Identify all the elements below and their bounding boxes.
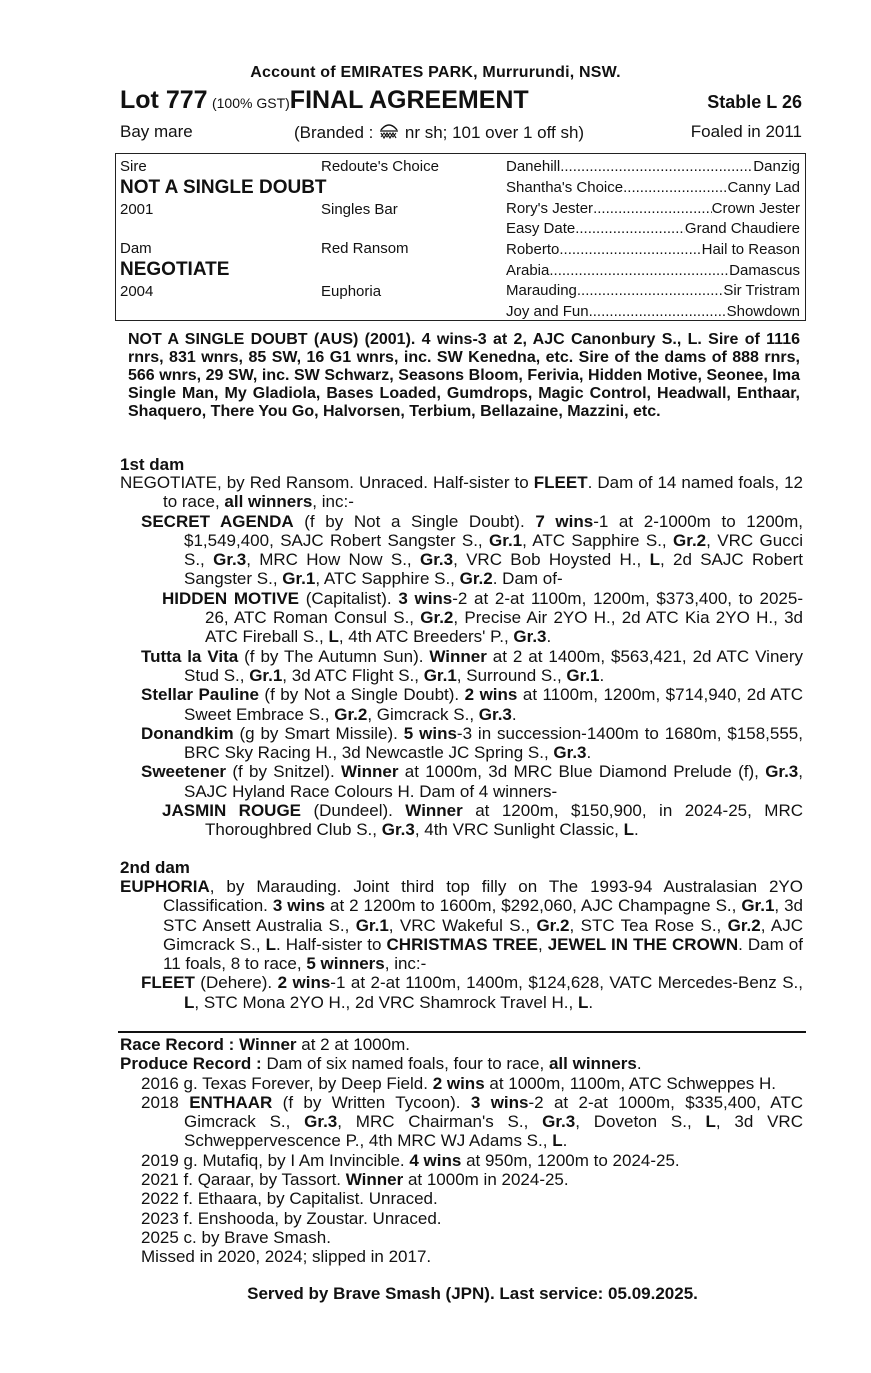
pedigree-table	[115, 153, 806, 321]
foaled-year: Foaled in 2011	[690, 122, 802, 141]
ancestor-row: Arabia ..... Damascus	[506, 262, 800, 279]
sire-sire: Redoute's Choice	[321, 158, 439, 175]
sire-name: NOT A SINGLE DOUBT	[120, 177, 327, 198]
dam-label: Dam	[120, 240, 152, 257]
section-divider	[118, 1031, 806, 1033]
second-dam-heading: 2nd dam	[120, 858, 190, 877]
gst-note: (100% GST)	[211, 95, 290, 111]
dam-dam: Euphoria	[321, 283, 382, 300]
ancestor-row: Roberto ..... Hail to Reason	[506, 241, 800, 258]
first-dam-heading: 1st dam	[120, 455, 185, 474]
ancestor-row: Shantha's Choice ..... Canny Lad	[506, 179, 800, 196]
race-record: Race Record : Winner at 2 at 1000m.	[120, 1035, 410, 1054]
lot-header	[120, 86, 802, 116]
ancestor-row: Danehill ..... Danzig	[506, 158, 800, 175]
ancestor-row: Joy and Fun ..... Showdown	[506, 303, 800, 320]
brand-suffix: nr sh; 101 over 1 off sh)	[404, 123, 585, 142]
dam-sire: Red Ransom	[321, 240, 409, 257]
horse-name: FINAL AGREEMENT	[289, 86, 529, 114]
sire-dam: Singles Bar	[321, 201, 398, 218]
ancestor-row: Marauding ..... Sir Tristram	[506, 282, 800, 299]
horse-sex: Bay mare	[120, 122, 193, 141]
ancestor-row: Easy Date ..... Grand Chaudiere	[506, 220, 800, 237]
ancestor-row: Rory's Jester ..... Crown Jester	[506, 200, 800, 217]
lot-number: Lot 777	[120, 86, 208, 114]
brand-info	[294, 122, 584, 143]
second-dam-body: EUPHORIA, by Marauding. Joint third top filly on The 1993-94 Australasian 2YO Classification. 3 wins at 2 1200m to 1600m, $292,060, AJC Champagne S., Gr.1, 3d STC Ansett Australia S., Gr.1, VRC Wakeful S., Gr.2, STC Tea Rose S., Gr.2, AJC Gimcrack S., L. Half-sister to CHRISTMAS TREE, JEWEL IN THE CROWN. Dam of 11 foals, 8 to race, 5 winners, inc:- FLEET (Dehere). 2 wins-1 at 2-at 1100m, 1400m, $124,628, VATC Mercedes-Benz S., L, STC Mona 2YO H., 2d VRC Shamrock Travel H., L.	[120, 877, 804, 1012]
records-section: Race Record : Winner at 2 at 1000m. Produce Record : Dam of six named foals, four to race, all winners. 2016 g. Texas Forever, by Deep Field. 2 wins at 1000m, 1100m, ATC Schweppes H. 2018 ENTHAAR (f by Written Tycoon). 3 wins-2 at 2-at 1000m, $335,400, ATC Gimcrack S., Gr.3, MRC Chairman's S., Gr.3, Doveton S., L, 3d VRC Schweppervescence P., 4th MRC WJ Adams S., L. 2019 g. Mutafiq, by I Am Invincible. 4 wins at 950m, 1200m to 2024-25. 2021 f. Qaraar, by Tassort. Winner at 1000m in 2024-25. 2022 f. Ethaara, by Capitalist. Unraced. 2023 f. Enshooda, by Zoustar. Unraced. 2025 c. by Brave Smash. Missed in 2020, 2024; slipped in 2017.	[120, 1035, 804, 1267]
stable-code: Stable L 26	[707, 92, 802, 112]
account-line: Account of EMIRATES PARK, Murrurundi, NSW.	[250, 64, 621, 81]
sire-summary: NOT A SINGLE DOUBT (AUS) (2001). 4 wins-3 at 2, AJC Canonbury S., L. Sire of 1116 rnrs, 831 wnrs, 85 SW, 16 G1 wnrs, inc. SW Kenedna, etc. Sire of the dams of 888 rnrs, 566 wnrs, 29 SW, inc. SW Schwarz, Seasons Bloom, Ferivia, Hidden Motive, Seonee, Ima Single Man, My Gladiola, Bases Loaded, Gumdrops, Magic Control, Headwall, Enthaar, Shaquero, There You Go, Halvorsen, Terbium, Bellazaine, Mazzini, etc.	[128, 331, 800, 420]
dam-name: NEGOTIATE	[120, 259, 230, 280]
brand-prefix: (Branded :	[294, 123, 374, 142]
produce-record: Produce Record : Dam of six named foals, four to race, all winners.	[120, 1054, 642, 1074]
sire-year: 2001	[120, 201, 154, 218]
sire-label: Sire	[120, 158, 147, 175]
brand-icon	[378, 122, 400, 140]
service-note: Served by Brave Smash (JPN). Last service: 05.09.2025.	[247, 1284, 698, 1303]
dam-year: 2004	[120, 283, 154, 300]
first-dam-body: NEGOTIATE, by Red Ransom. Unraced. Half-sister to FLEET. Dam of 14 named foals, 12 to race, all winners, inc:- SECRET AGENDA (f by Not a Single Doubt). 7 wins-1 at 2-1000m to 1200m, $1,549,400, SAJC Robert Sangster S., Gr.1, ATC Sapphire S., Gr.2, VRC Gucci S., Gr.3, MRC How Now S., Gr.3, VRC Bob Hoysted H., L, 2d SAJC Robert Sangster S., Gr.1, ATC Sapphire S., Gr.2. Dam of- HIDDEN MOTIVE (Capitalist). 3 wins-2 at 2-at 1100m, 1200m, $373,400, to 2025-26, ATC Roman Consul S., Gr.2, Precise Air 2YO H., 2d ATC Kia 2YO H., 3d ATC Fireball S., L, 4th ATC Breeders' P., Gr.3. Tutta la Vita (f by The Autumn Sun). Winner at 2 at 1400m, $563,421, 2d ATC Vinery Stud S., Gr.1, 3d ATC Flight S., Gr.1, Surround S., Gr.1. Stellar Pauline (f by Not a Single Doubt). 2 wins at 1100m, 1200m, $714,940, 2d ATC Sweet Embrace S., Gr.2, Gimcrack S., Gr.3. Donandkim (g by Smart Missile). 5 wins-3 in succession-1400m to 1680m, $158,555, BRC Sky Racing H., 3d Newcastle JC Spring S., Gr.3. Sweetener (f by Snitzel). Winner at 1000m, 3d MRC Blue Diamond Prelude (f), Gr.3, SAJC Hyland Race Colours H. Dam of 4 winners- JASMIN ROUGE (Dundeel). Winner at 1200m, $150,900, in 2024-25, MRC Thoroughbred Club S., Gr.3, 4th VRC Sunlight Classic, L.	[120, 473, 804, 840]
